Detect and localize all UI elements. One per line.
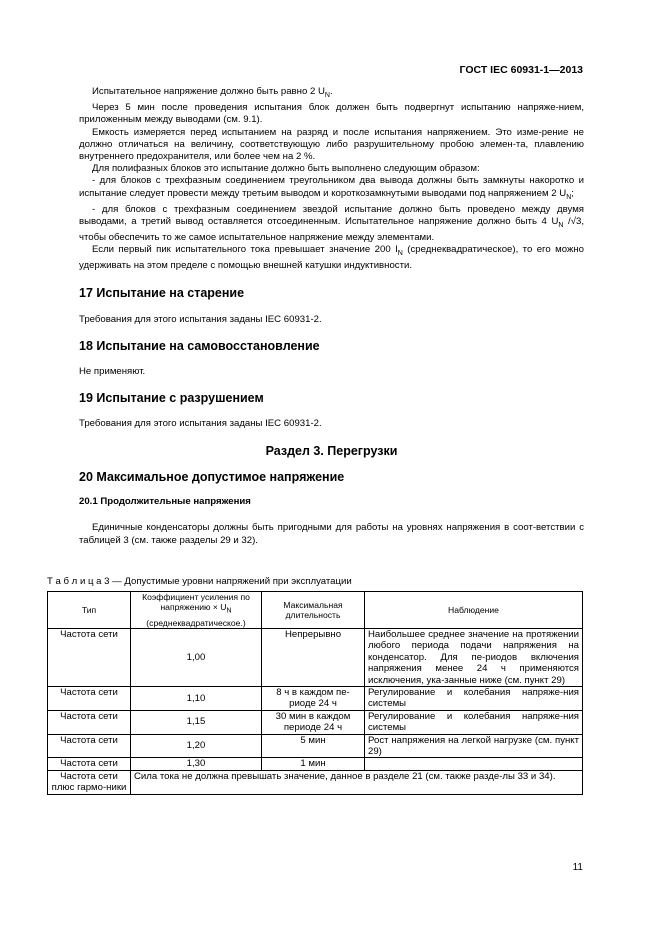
table-header-row (48, 592, 583, 629)
paragraph-delta: - для блоков с трехфазным соединением треугольником два вывода должны быть замкнуты накоротко и испытание следует провести между третьим выводом и короткозамкнутыми выводами под напряжением 2 $U_N$; (79, 175, 584, 201)
cell-duration: 8 ч в каждом пе-риоде 24 ч (262, 686, 365, 710)
table-caption: Т а б л и ц а 3 — Допустимые уровни напряжений при эксплуатации (47, 576, 352, 587)
cell-note: Наибольшее среднее значение на протяжении любого периода подачи напряжения на конденсатор. Для пе-риодов включения напряжения менее 24 ч применяются исключения, ука-занные ниже (см. пункт 29) (365, 628, 583, 686)
paragraph-star: - для блоков с трехфазным соединением звездой испытание должно быть проведено между двумя выводами, а третий вывод оставляется отсоединенным. Испытательное напряжение должно быть 4 $U_N$ /√3, чтобы обеспечить то же самое испытательное напряжение между элементами. (79, 203, 584, 243)
section-18-text: Не применяют. (79, 366, 146, 378)
cell-duration: 1 мин (262, 758, 365, 770)
cell-factor: 1,15 (131, 710, 262, 734)
cell-note: Регулирование и колебания напряже-ния системы (365, 710, 583, 734)
cell-factor: 1,10 (131, 686, 262, 710)
cell-note-merged: Сила тока не должна превышать значение, данное в разделе 21 (см. также разде-лы 33 и 34). (131, 770, 583, 794)
section-17-title: 17 Испытание на старение (79, 286, 245, 301)
cell-factor: 1,30 (131, 758, 262, 770)
table-row (48, 686, 583, 710)
table-row-harmonics (48, 770, 583, 794)
cell-type: Частота сети (48, 710, 131, 734)
table-row (48, 710, 583, 734)
section-17-text: Требования для этого испытания заданы IEC 60931-2. (79, 313, 322, 325)
section-19-text: Требования для этого испытания заданы IEC 60931-2. (79, 418, 322, 430)
table-row (48, 758, 583, 770)
section-18-title: 18 Испытание на самовосстановление (79, 338, 320, 353)
cell-note (365, 758, 583, 770)
voltage-levels-table (47, 591, 583, 795)
cell-type: Частота сети (48, 758, 131, 770)
cell-type: Частота сети (48, 686, 131, 710)
cell-note: Регулирование и колебания напряже-ния системы (365, 686, 583, 710)
paragraph-test-voltage: Испытательное напряжение должно быть равно 2 $U_N$. (92, 86, 333, 99)
cell-duration: Непрерывно (262, 628, 365, 686)
cell-type: Частота сети (48, 628, 131, 686)
table-row (48, 628, 583, 686)
cell-duration: 30 мин в каждом периоде 24 ч (262, 710, 365, 734)
table-row (48, 734, 583, 758)
paragraph-5min: Через 5 мин после проведения испытания блок должен быть подвергнут испытанию напряже-нием, приложенным между выводами (см. 9.1). (79, 102, 584, 126)
document-body (79, 86, 584, 547)
document-header: ГОСТ IEC 60931-1—2013 (459, 64, 583, 76)
part-3-title: Раздел 3. Перегрузки (265, 443, 398, 458)
section-20-1-title: 20.1 Продолжительные напряжения (79, 496, 251, 508)
header-factor: Коэффициент усиления по напряжению × $U_N$ (среднеквадратическое.) (131, 592, 262, 629)
section-20-1-text: Единичные конденсаторы должны быть пригодными для работы на уровнях напряжения в соот-ветствии с таблицей 3 (см. также разделы 29 и 32). (79, 522, 584, 546)
header-type: Тип (48, 592, 131, 629)
cell-type: Частота сети (48, 734, 131, 758)
cell-duration: 5 мин (262, 734, 365, 758)
cell-factor: 1,20 (131, 734, 262, 758)
header-duration: Максимальная длительность (262, 592, 365, 629)
cell-type: Частота сети плюс гармо-ники (48, 770, 131, 794)
paragraph-capacitance: Емкость измеряется перед испытанием на разряд и после испытания напряжением. Это изме-рение не должно отличаться на величину, соответствующую либо разрушительному пробою элемен-та, плавлению внутреннего предохранителя, или более чем на 2 %. (79, 126, 584, 162)
page-number: 11 (572, 862, 583, 873)
paragraph-peak-current: Если первый пик испытательного тока превышает значение 200 $I_N$ (среднеквадратическое), то его можно удерживать на этом пределе с помощью внешней катушки индуктивности. (79, 244, 584, 272)
paragraph-polyphase: Для полифазных блоков это испытание должно быть выполнено следующим образом: (92, 163, 480, 175)
cell-factor: 1,00 (131, 628, 262, 686)
section-19-title: 19 Испытание с разрушением (79, 391, 264, 406)
cell-note: Рост напряжения на легкой нагрузке (см. пункт 29) (365, 734, 583, 758)
header-note: Наблюдение (365, 592, 583, 629)
section-20-title: 20 Максимальное допустимое напряжение (79, 469, 345, 484)
